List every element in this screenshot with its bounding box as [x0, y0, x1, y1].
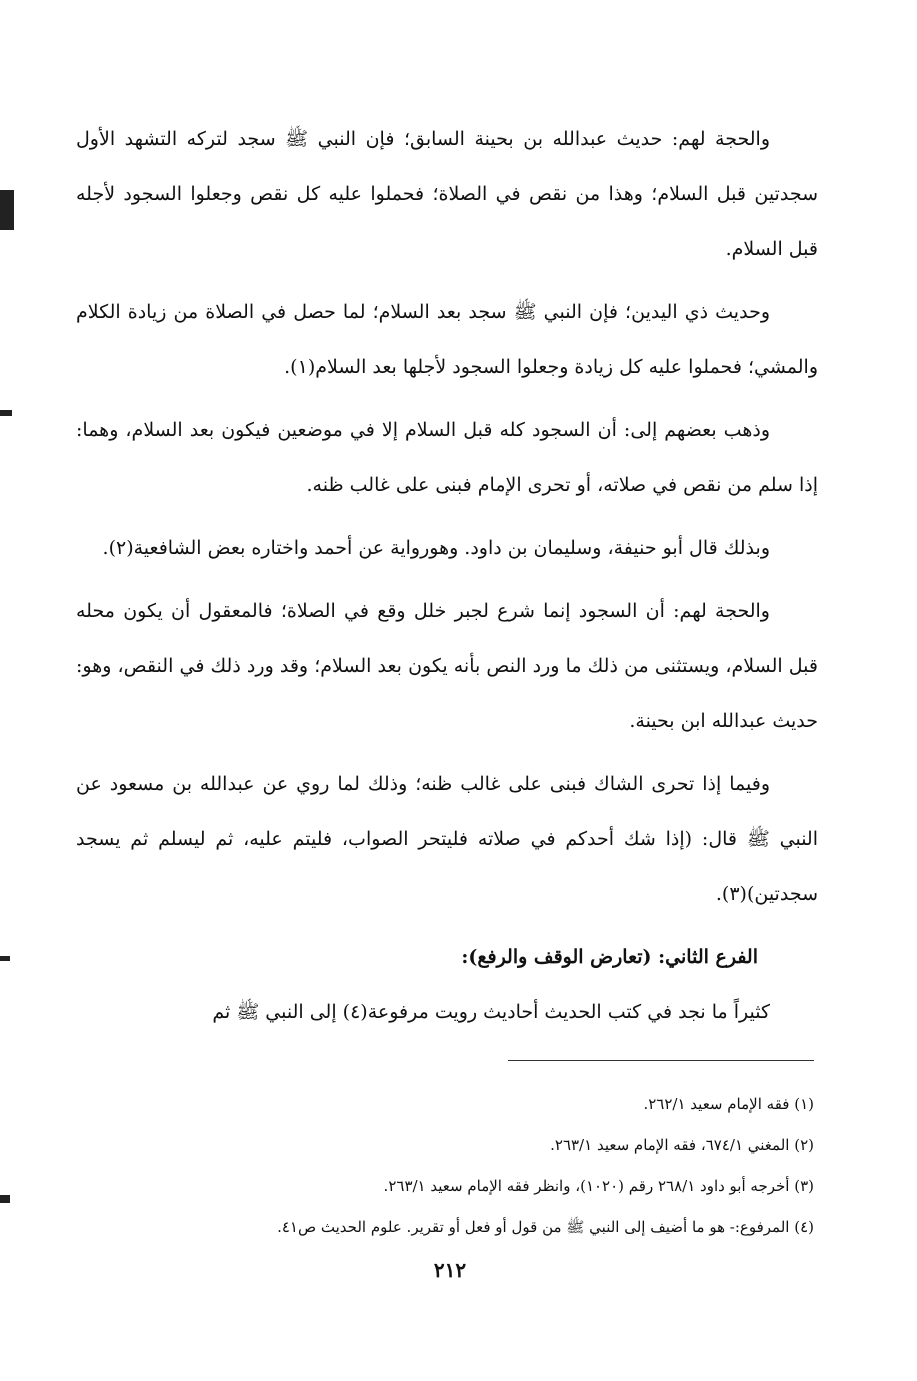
scan-edge-mark	[0, 956, 10, 961]
paragraph: كثيراً ما نجد في كتب الحديث أحاديث رويت مرفوعة(٤) إلى النبي ﷺ ثم	[212, 1001, 770, 1023]
paragraph: وحديث ذي اليدين؛ فإن النبي ﷺ سجد بعد السلام؛ لما حصل في الصلاة من زيادة الكلام والمشي؛ فحملوا عليه كل زيادة وجعلوا السجود لأجلها بعد السلام(١).	[76, 301, 818, 378]
paragraph: والحجة لهم: أن السجود إنما شرع لجبر خلل وقع في الصلاة؛ فالمعقول أن يكون محله قبل السلام، ويستثنى من ذلك ما ورد النص بأنه يكون بعد السلام؛ وقد ورد ذلك في النقص، وهو: حديث عبدالله ابن بحينة.	[76, 600, 818, 732]
scan-edge-mark	[0, 190, 14, 230]
footnote-separator	[508, 1060, 814, 1061]
footnote: (٢) المغني ٦٧٤/١، فقه الإمام سعيد ٢٦٣/١.	[550, 1136, 814, 1154]
footnote: (٤) المرفوع:- هو ما أضيف إلى النبي ﷺ من قول أو فعل أو تقرير. علوم الحديث ص٤١.	[277, 1218, 814, 1236]
paragraph: وذهب بعضهم إلى: أن السجود كله قبل السلام إلا في موضعين فيكون بعد السلام، وهما: إذا سلم من نقص في صلاته، أو تحرى الإمام فبنى على غالب ظنه.	[76, 419, 818, 496]
footnote: (٣) أخرجه أبو داود ٢٦٨/١ رقم (١٠٢٠)، وانظر فقه الإمام سعيد ٢٦٣/١.	[383, 1177, 814, 1195]
paragraph: والحجة لهم: حديث عبدالله بن بحينة السابق؛ فإن النبي ﷺ سجد لتركه التشهد الأول سجدتين قبل السلام؛ وهذا من نقص في الصلاة؛ فحملوا عليه كل نقص وجعلوا السجود لأجله قبل السلام.	[76, 128, 818, 260]
footnote: (١) فقه الإمام سعيد ٢٦٢/١.	[643, 1095, 814, 1113]
paragraph: وفيما إذا تحرى الشاك فبنى على غالب ظنه؛ وذلك لما روي عن عبدالله بن مسعود عن النبي ﷺ قال: (إذا شك أحدكم في صلاته فليتحر الصواب، فليتم عليه، ثم ليسلم ثم يسجد سجدتين)(٣).	[76, 773, 818, 905]
scan-edge-mark	[0, 1195, 10, 1203]
footnotes	[90, 1084, 814, 1248]
page-number: ٢١٢	[433, 1258, 467, 1282]
section-heading: الفرع الثاني: (تعارض الوقف والرفع):	[461, 946, 758, 968]
scan-edge-mark	[0, 410, 12, 416]
main-text	[76, 112, 818, 1048]
paragraph: وبذلك قال أبو حنيفة، وسليمان بن داود. وهورواية عن أحمد واختاره بعض الشافعية(٢).	[102, 537, 770, 559]
